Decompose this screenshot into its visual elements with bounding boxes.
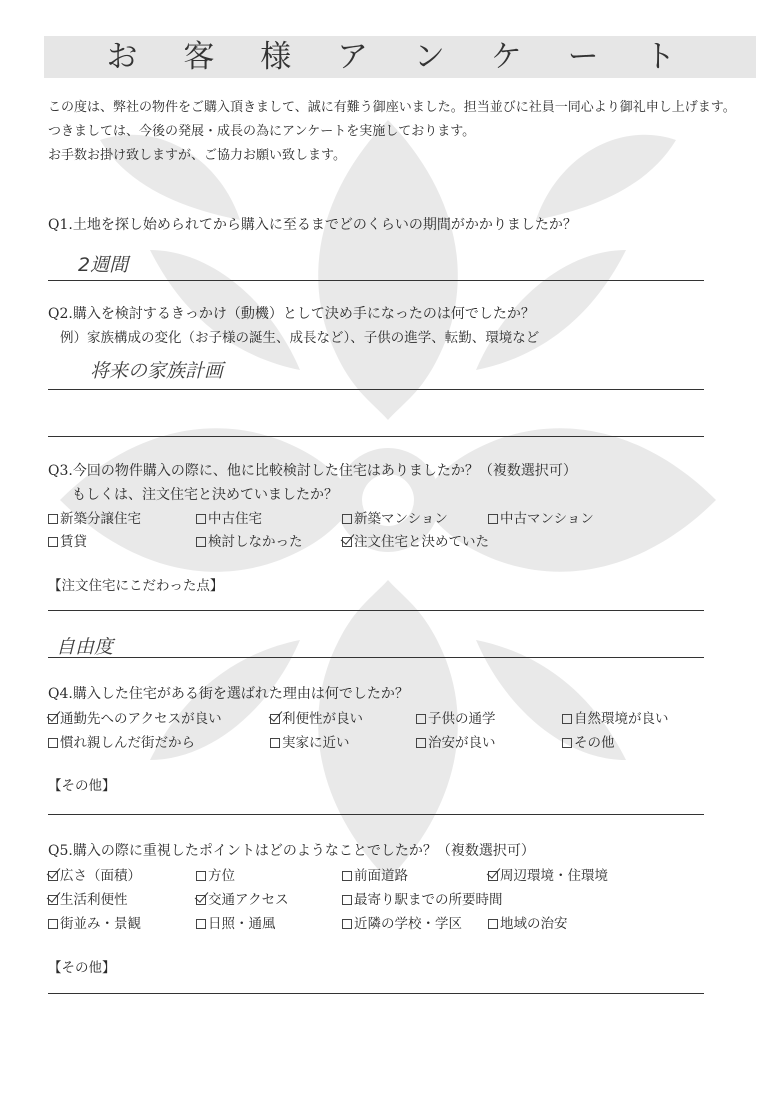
q1-answer-line xyxy=(48,280,704,281)
checkbox-icon[interactable] xyxy=(342,919,352,929)
checkbox-icon[interactable] xyxy=(488,514,498,524)
q3-option-custom-home[interactable]: 注文住宅と決めていた xyxy=(342,530,489,550)
q4-option-convenience[interactable]: 利便性が良い xyxy=(270,707,363,727)
q5-option-area[interactable]: 広さ（面積） xyxy=(48,864,141,884)
q5-option-local-safety[interactable]: 地域の治安 xyxy=(488,912,568,932)
q3-option-rental[interactable]: 賃貸 xyxy=(48,530,87,550)
checkbox-icon[interactable] xyxy=(342,514,352,524)
q5-question: Q5.購入の際に重視したポイントはどのようなことでしたか？（複数選択可） xyxy=(48,843,535,859)
checkbox-icon[interactable] xyxy=(48,919,58,929)
q2-answer-line-1 xyxy=(48,389,704,390)
q3-sub-label: 【注文住宅にこだわった点】 xyxy=(48,578,224,594)
q3-option-used-house[interactable]: 中古住宅 xyxy=(196,507,262,527)
q2-answer-line-2 xyxy=(48,436,704,437)
checkbox-icon[interactable] xyxy=(196,537,206,547)
q5-option-living-convenience[interactable]: 生活利便性 xyxy=(48,888,128,908)
q4-option-familiar-town[interactable]: 慣れ親しんだ街だから xyxy=(48,731,195,751)
checkbox-checked-icon[interactable] xyxy=(196,895,206,905)
q3-option-new-built-house[interactable]: 新築分譲住宅 xyxy=(48,507,141,527)
checkbox-icon[interactable] xyxy=(342,895,352,905)
checkbox-icon[interactable] xyxy=(562,738,572,748)
checkbox-icon[interactable] xyxy=(48,738,58,748)
q4-option-near-family-home[interactable]: 実家に近い xyxy=(270,731,350,751)
checkbox-icon[interactable] xyxy=(196,871,206,881)
checkbox-icon[interactable] xyxy=(562,714,572,724)
page-title: お 客 様 ア ン ケ ー ト xyxy=(44,36,756,78)
q3-option-new-condo[interactable]: 新築マンション xyxy=(342,507,448,527)
q5-option-school-district[interactable]: 近隣の学校・学区 xyxy=(342,912,462,932)
checkbox-icon[interactable] xyxy=(416,714,426,724)
q5-option-townscape[interactable]: 街並み・景観 xyxy=(48,912,141,932)
q3-question-2: もしくは、注文住宅と決めていましたか？ xyxy=(72,487,338,503)
q4-other-label: 【その他】 xyxy=(48,778,116,794)
q3-sub-answer[interactable]: 自由度 xyxy=(56,636,114,658)
q4-other-line xyxy=(48,814,704,815)
q3-option-used-condo[interactable]: 中古マンション xyxy=(488,507,594,527)
q3-option-not-considered[interactable]: 検討しなかった xyxy=(196,530,303,550)
intro-line-1: この度は、弊社の物件をご購入頂きまして、誠に有難う御座いました。担当並びに社員一同心より御礼申し上げます。 xyxy=(48,100,736,115)
q1-question: Q1.土地を探し始められてから購入に至るまでどのくらいの期間がかかりましたか？ xyxy=(48,217,577,233)
q4-question: Q4.購入した住宅がある街を選ばれた理由は何でしたか？ xyxy=(48,686,409,702)
q4-option-nature[interactable]: 自然環境が良い xyxy=(562,707,669,727)
checkbox-checked-icon[interactable] xyxy=(48,871,58,881)
q4-option-school-commute[interactable]: 子供の通学 xyxy=(416,707,496,727)
q5-option-surroundings[interactable]: 周辺環境・住環境 xyxy=(488,864,608,884)
checkbox-checked-icon[interactable] xyxy=(48,895,58,905)
checkbox-icon[interactable] xyxy=(342,871,352,881)
checkbox-icon[interactable] xyxy=(48,537,58,547)
checkbox-icon[interactable] xyxy=(270,738,280,748)
q4-option-commute-access[interactable]: 通勤先へのアクセスが良い xyxy=(48,707,222,727)
q2-answer[interactable]: 将来の家族計画 xyxy=(90,360,224,382)
checkbox-icon[interactable] xyxy=(196,919,206,929)
q3-question: Q3.今回の物件購入の際に、他に比較検討した住宅はありましたか？（複数選択可） xyxy=(48,463,577,479)
q1-answer[interactable]: 2週間 xyxy=(78,254,129,276)
q5-option-station-time[interactable]: 最寄り駅までの所要時間 xyxy=(342,888,503,908)
q3-sub-line-1 xyxy=(48,610,704,611)
checkbox-icon[interactable] xyxy=(196,514,206,524)
q2-example: 例）家族構成の変化（お子様の誕生、成長など）、子供の進学、転勤、環境など xyxy=(60,330,540,346)
checkbox-checked-icon[interactable] xyxy=(342,537,352,547)
q5-option-sunlight[interactable]: 日照・通風 xyxy=(196,912,276,932)
checkbox-checked-icon[interactable] xyxy=(488,871,498,881)
checkbox-checked-icon[interactable] xyxy=(48,714,58,724)
q5-option-orientation[interactable]: 方位 xyxy=(196,864,235,884)
intro-line-2: つきましては、今後の発展・成長の為にアンケートを実施しております。 xyxy=(48,124,476,139)
checkbox-checked-icon[interactable] xyxy=(270,714,280,724)
q2-question: Q2.購入を検討するきっかけ（動機）として決め手になったのは何でしたか？ xyxy=(48,306,535,322)
q5-option-front-road[interactable]: 前面道路 xyxy=(342,864,408,884)
intro-line-3: お手数お掛け致しますが、ご協力お願い致します。 xyxy=(48,148,346,163)
q4-option-safety[interactable]: 治安が良い xyxy=(416,731,496,751)
q3-sub-line-2 xyxy=(48,657,704,658)
checkbox-icon[interactable] xyxy=(416,738,426,748)
checkbox-icon[interactable] xyxy=(48,514,58,524)
q5-option-transport-access[interactable]: 交通アクセス xyxy=(196,888,289,908)
q5-other-label: 【その他】 xyxy=(48,960,116,976)
q5-other-line xyxy=(48,993,704,994)
q4-option-other[interactable]: その他 xyxy=(562,731,615,751)
checkbox-icon[interactable] xyxy=(488,919,498,929)
